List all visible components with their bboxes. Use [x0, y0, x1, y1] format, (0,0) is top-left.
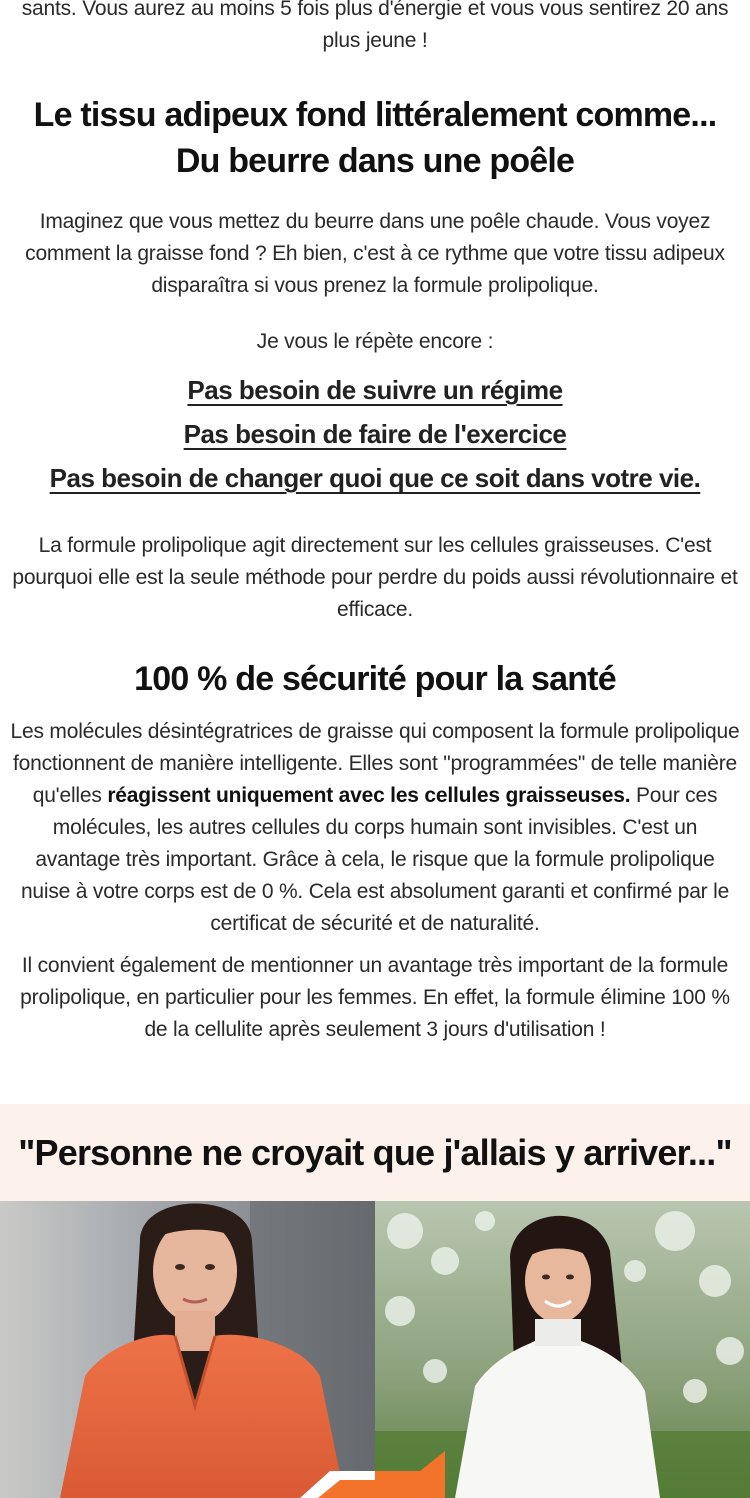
- after-photo: [375, 1201, 750, 1498]
- molecules-text-1: Les molécules désintégratrices de graisse qui composent la formule prolipolique fonctionnent de manière intelligente. Elles sont "programmées" de telle manière qu'elles: [10, 720, 740, 807]
- before-after-photos: [0, 1201, 750, 1498]
- benefits-links: [0, 368, 750, 500]
- heading-securite: 100 % de sécurité pour la santé: [134, 660, 616, 698]
- heading-tissu-adipeux: [0, 92, 750, 184]
- link-no-exercise-label: Pas besoin de faire de l'exercice: [183, 419, 567, 449]
- molecules-text-2: Pour ces molécules, les autres cellules du corps humain sont invisibles. C'est un avantage très important. Grâce à cela, le risque que la formule prolipolique nuise à votre corps est de 0 %. Cela est absolument garanti et confirmé par le certificat de sécurité et de naturalité.: [20, 784, 730, 935]
- paragraph-formule: La formule prolipolique agit directement sur les cellules graisseuses. C'est pourquoi elle est la seule méthode pour perdre du poids aussi révolutionnaire et efficace.: [12, 534, 738, 621]
- heading-line-1: Le tissu adipeux fond littéralement comme...: [33, 96, 717, 134]
- intro-text: sants. Vous aurez au moins 5 fois plus d'énergie et vous vous sentirez 20 ans plus jeune !: [21, 0, 729, 52]
- before-photo-icon: [0, 1201, 375, 1498]
- paragraph-imaginez: Imaginez que vous mettez du beurre dans une poêle chaude. Vous voyez comment la graisse fond ? Eh bien, c'est à ce rythme que votre tissu adipeux disparaîtra si vous prenez la formule prolipolique.: [25, 210, 725, 297]
- link-no-change[interactable]: [0, 456, 750, 500]
- after-photo-icon: [375, 1201, 750, 1498]
- paragraph-molecules: [0, 716, 750, 940]
- heading-line-2: Du beurre dans une poêle: [175, 142, 575, 180]
- testimonial-band: [0, 1104, 750, 1201]
- testimonial-heading: "Personne ne croyait que j'allais y arriver...": [18, 1131, 732, 1173]
- link-no-diet[interactable]: [0, 368, 750, 412]
- paragraph-cellulite: Il convient également de mentionner un avantage très important de la formule prolipolique, en particulier pour les femmes. En effet, la formule élimine 100 % de la cellulite après seulement 3 jours d'utilisation !: [20, 954, 730, 1041]
- molecules-bold: réagissent uniquement avec les cellules graisseuses.: [107, 784, 631, 807]
- before-photo: [0, 1201, 375, 1498]
- link-no-diet-label: Pas besoin de suivre un régime: [187, 375, 563, 405]
- link-no-change-label: Pas besoin de changer quoi que ce soit dans votre vie.: [49, 463, 701, 493]
- link-no-exercise[interactable]: [0, 412, 750, 456]
- repeat-text: Je vous le répète encore :: [256, 330, 494, 353]
